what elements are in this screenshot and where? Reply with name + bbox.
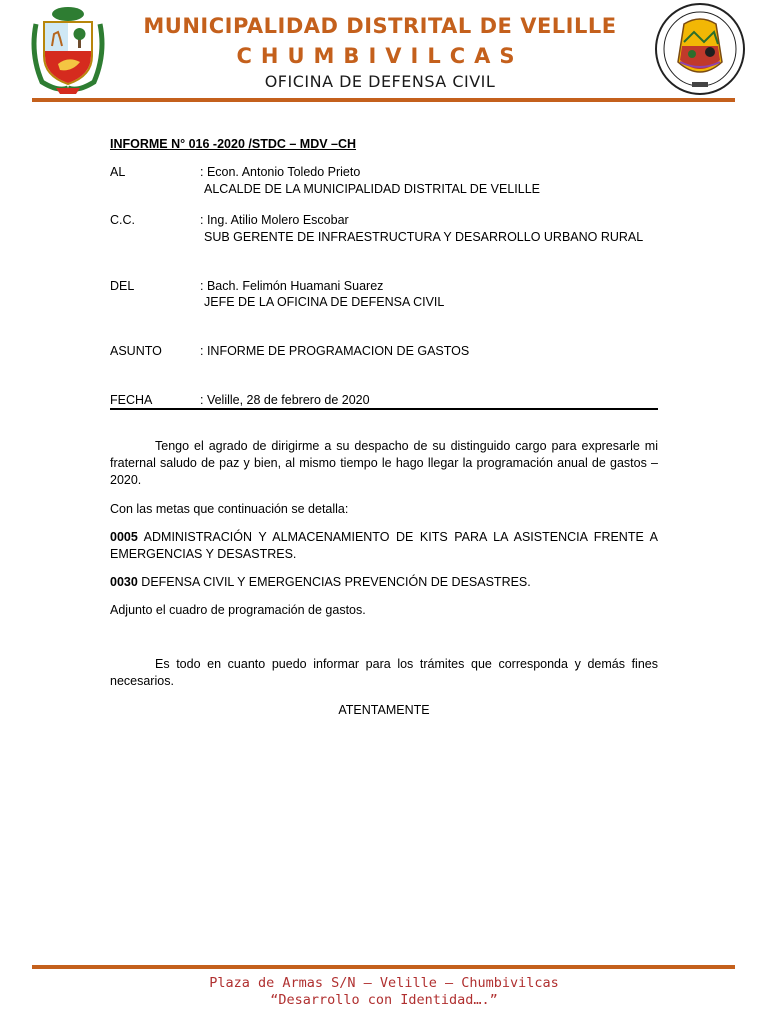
footer-divider — [32, 965, 735, 969]
del-label: DEL — [110, 279, 135, 293]
body-paragraph-metas: Con las metas que continuación se detalla: — [110, 502, 349, 516]
al-role: ALCALDE DE LA MUNICIPALIDAD DISTRITAL DE VELILLE — [204, 182, 540, 196]
asunto-value: : INFORME DE PROGRAMACION DE GASTOS — [200, 344, 470, 358]
fecha-value: : Velille, 28 de febrero de 2020 — [200, 393, 370, 407]
report-title: INFORME N° 016 -2020 /STDC – MDV –CH — [110, 137, 357, 151]
municipal-seal-icon — [654, 2, 746, 96]
body-paragraph-attachment: Adjunto el cuadro de programación de gastos. — [110, 603, 366, 617]
meta-item-0005 — [110, 529, 658, 563]
closing-salutation: ATENTAMENTE — [338, 703, 430, 717]
meta-item-0030 — [110, 574, 658, 591]
al-name: : Econ. Antonio Toledo Prieto — [200, 165, 361, 179]
meta-description: ADMINISTRACIÓN Y ALMACENAMIENTO DE KITS PARA LA ASISTENCIA FRENTE A EMERGENCIAS Y DESASTRES. — [110, 530, 658, 561]
cc-label: C.C. — [110, 213, 135, 227]
al-label: AL — [110, 165, 126, 179]
body-paragraph-greeting: Tengo el agrado de dirigirme a su despacho de su distinguido cargo para expresarle mi fraternal saludo de paz y bien, al mismo tiempo le hago llegar la programación anual de gastos – 2020. — [110, 439, 658, 487]
fecha-divider — [110, 408, 658, 410]
footer-address: Plaza de Armas S/N – Velille – Chumbivilcas — [209, 975, 559, 991]
fecha-label: FECHA — [110, 393, 153, 407]
meta-description: DEFENSA CIVIL Y EMERGENCIAS PREVENCIÓN DE DESASTRES. — [137, 575, 531, 589]
cc-name: : Ing. Atilio Molero Escobar — [200, 213, 349, 227]
body-paragraph-closing: Es todo en cuanto puedo informar para los trámites que corresponda y demás fines necesarios. — [110, 657, 658, 688]
cc-role: SUB GERENTE DE INFRAESTRUCTURA Y DESARROLLO URBANO RURAL — [204, 230, 644, 244]
meta-code: 0005 — [110, 530, 138, 544]
del-name: : Bach. Felimón Huamani Suarez — [200, 279, 384, 293]
office-title: OFICINA DE DEFENSA CIVIL — [264, 72, 496, 91]
meta-code: 0030 — [110, 575, 138, 589]
municipality-title: MUNICIPALIDAD DISTRITAL DE VELILLE — [143, 14, 617, 38]
del-role: JEFE DE LA OFICINA DE DEFENSA CIVIL — [204, 295, 445, 309]
header-divider — [32, 98, 735, 102]
province-title: CHUMBIVILCAS — [236, 44, 524, 68]
peru-coat-of-arms-icon — [28, 4, 108, 96]
footer-slogan: “Desarrollo con Identidad….” — [270, 992, 498, 1008]
asunto-label: ASUNTO — [110, 344, 162, 358]
